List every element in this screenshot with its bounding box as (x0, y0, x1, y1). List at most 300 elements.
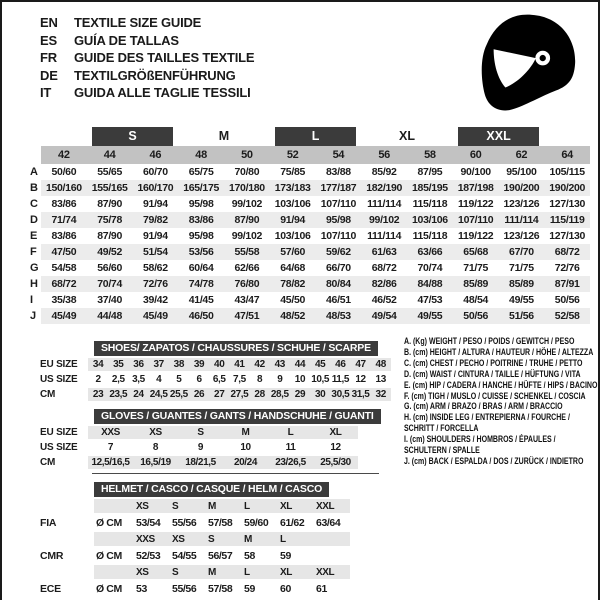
helmet-size-value: 59/60 (242, 514, 278, 531)
size-group-label: L (275, 127, 357, 146)
language-guide-title: TEXTILGRÖßENFÜHRUNG (74, 67, 236, 83)
measurement-value: 71/74 (41, 212, 87, 228)
measurement-value: 49/55 (509, 294, 534, 306)
measurement-value: 83/86 (51, 198, 77, 210)
measurement-value: 99/102 (231, 230, 263, 242)
measurement-value: 190/200 (544, 180, 590, 196)
measurement-row (28, 212, 590, 228)
shoes-value: 7,5 (229, 372, 249, 387)
measurement-value: 49/55 (407, 308, 453, 324)
measurement-value: 48/53 (316, 308, 362, 324)
shoes-value: 12 (350, 372, 370, 387)
measurement-row (28, 276, 590, 292)
shoes-value: 34 (88, 358, 108, 372)
measurement-value: 68/72 (41, 276, 87, 292)
measurement-value: 74/78 (178, 276, 224, 292)
gloves-value: 7 (88, 440, 133, 455)
measurement-value: 103/106 (407, 212, 453, 228)
measurement-value: 48/54 (463, 294, 489, 306)
legend-line: E. (cm) HIP / CADERA / HANCHE / HÜFTE / HIPS / BACINO (404, 379, 598, 390)
measurement-value: 80/84 (316, 276, 362, 292)
helmet-size-label: S (170, 564, 206, 580)
helmet-size-row (28, 564, 350, 580)
measurement-value: 46/52 (371, 294, 397, 306)
measurement-value: 65/75 (188, 166, 214, 178)
helmet-size-value: 59 (278, 547, 314, 564)
helmet-size-value: 52/53 (134, 547, 170, 564)
shoes-value: 13 (371, 372, 391, 387)
measurement-value: 85/89 (453, 276, 499, 292)
shoes-value: 3,5 (128, 372, 148, 387)
shoes-value: 6,5 (209, 372, 229, 387)
measurement-value: 46/51 (326, 294, 351, 306)
measurement-value: 99/102 (361, 212, 407, 228)
shoes-value: 23 (88, 387, 108, 402)
helmet-size-label: L (278, 531, 314, 547)
language-code: EN (40, 15, 58, 30)
gloves-value: 8 (133, 440, 178, 455)
measurement-value: 83/86 (51, 230, 77, 242)
measurement-value: 49/54 (361, 308, 407, 324)
textile-size-table (28, 126, 590, 324)
size-column-header: 54 (316, 146, 362, 164)
size-column-header: 46 (133, 146, 179, 164)
measurement-value: 111/114 (367, 198, 402, 210)
helmet-size-value: 61/62 (278, 514, 314, 531)
measurement-value: 51/56 (499, 308, 545, 324)
section-divider-line (92, 473, 379, 474)
measurement-value: 50/56 (554, 294, 580, 306)
measurement-value: 37/40 (97, 294, 123, 306)
measurement-value: 75/85 (280, 166, 306, 178)
measurement-value: 87/90 (97, 230, 123, 242)
measurement-letter: G (28, 260, 41, 276)
measurement-value: 55/65 (97, 166, 123, 178)
measurement-value: 72/76 (133, 276, 179, 292)
size-group-cell (178, 126, 270, 146)
legend-line: SCHULTERN / SPALLE (404, 445, 480, 456)
shoes-row (28, 358, 391, 372)
shoes-value: 27 (209, 387, 229, 402)
measurement-value: 59/62 (316, 244, 362, 260)
measurement-value: 66/70 (326, 262, 351, 274)
measurement-value: 63/66 (407, 244, 453, 260)
shoes-value: 47 (350, 358, 370, 372)
helmet-size-value: 60 (278, 580, 314, 597)
language-code: FR (40, 50, 57, 65)
legend-line: SCHRITT / FORCELLA (404, 423, 479, 434)
helmet-size-label: S (206, 531, 242, 547)
shoes-value: 30,5 (331, 389, 350, 400)
measurement-value: 123/126 (503, 230, 540, 242)
shoes-value: 32 (371, 387, 391, 402)
shoes-section-title: SHOES/ ZAPATOS / CHAUSSURES / SCHUHE / SCARPE (94, 341, 378, 356)
measurement-value: 187/198 (453, 180, 499, 196)
shoes-row (28, 387, 391, 402)
language-guide-title: GUIDA ALLE TAGLIE TESSILI (74, 85, 251, 100)
measurement-value: 47/50 (41, 244, 87, 260)
measurement-value: 83/88 (326, 166, 351, 178)
measurement-value: 68/72 (371, 262, 397, 274)
helmet-size-value: 59 (242, 580, 278, 597)
gloves-value: M (223, 426, 268, 440)
measurement-value: 99/102 (231, 198, 263, 210)
shoes-value: 6 (189, 372, 209, 387)
measurement-value: 160/170 (133, 180, 179, 196)
size-column-header: 60 (453, 146, 499, 164)
helmet-size-label: M (206, 564, 242, 580)
gloves-value: 25,5/30 (313, 455, 358, 470)
measurement-value: 39/42 (142, 294, 168, 306)
helmet-size-label: M (242, 531, 278, 547)
shoes-value: 11,5 (331, 374, 349, 385)
size-column-header: 48 (178, 146, 224, 164)
shoes-value: 26 (189, 387, 209, 402)
gloves-row (28, 455, 358, 470)
measurement-value: 84/88 (407, 276, 453, 292)
measurement-value: 35/38 (51, 294, 77, 306)
measurement-row (28, 292, 590, 308)
shoes-value: 29 (290, 387, 310, 402)
measurement-value: 107/110 (320, 230, 357, 242)
row-label: US SIZE (28, 440, 88, 455)
size-group-row (28, 126, 590, 146)
measurement-value: 53/56 (178, 244, 224, 260)
shoes-row (28, 372, 391, 387)
size-column-header: 52 (270, 146, 316, 164)
measurement-value: 185/195 (407, 180, 453, 196)
measurement-value: 71/75 (509, 262, 534, 274)
shoes-value: 30 (310, 387, 330, 402)
shoes-value: 37 (149, 358, 169, 372)
measurement-value: 95/98 (316, 212, 362, 228)
measurement-value: 64/68 (280, 262, 306, 274)
shoes-value: 43 (270, 358, 290, 372)
helmet-size-label: XXL (314, 564, 350, 580)
language-row (40, 49, 254, 67)
helmet-section (28, 479, 350, 598)
helmet-size-label: XS (134, 499, 170, 514)
measurement-value: 56/60 (97, 262, 123, 274)
helmet-size-label: XXS (134, 531, 170, 547)
measurement-value: 45/50 (280, 294, 306, 306)
measurement-letter: E (28, 228, 41, 244)
helmet-size-label: XXL (314, 499, 350, 514)
size-number-header-row (28, 146, 590, 164)
language-guide-title: TEXTILE SIZE GUIDE (74, 15, 202, 30)
helmet-size-label: XS (170, 531, 206, 547)
measurement-value: 70/80 (234, 166, 260, 178)
size-column-header: 50 (224, 146, 270, 164)
measurement-value: 54/58 (51, 262, 77, 274)
shoes-value: 28 (250, 387, 270, 402)
helmet-size-value: 58 (242, 547, 278, 564)
size-group-cell (361, 126, 453, 146)
helmet-size-row (28, 499, 350, 514)
gloves-section-title: GLOVES / GUANTES / GANTS / HANDSCHUHE / GUANTI (94, 409, 381, 424)
helmet-section-title: HELMET / CASCO / CASQUE / HELM / CASCO (94, 482, 329, 497)
language-code: IT (40, 85, 52, 100)
measurement-row (28, 308, 590, 324)
measurement-value: 107/110 (320, 198, 357, 210)
measurement-legend (404, 336, 600, 467)
measurement-value: 111/114 (367, 230, 402, 242)
shoes-value: 39 (189, 358, 209, 372)
measurement-letter: B (28, 180, 41, 196)
shoes-value: 31,5 (351, 389, 370, 400)
helmet-size-value: 55/56 (170, 580, 206, 597)
shoes-value: 8 (250, 372, 270, 387)
size-group-cell (87, 126, 179, 146)
shoes-value: 9 (270, 372, 290, 387)
gloves-size-table (28, 426, 358, 471)
measurement-value: 111/114 (499, 212, 545, 228)
diameter-unit-label: Ø CM (94, 514, 134, 531)
helmet-size-label: L (242, 564, 278, 580)
measurement-value: 49/52 (87, 244, 133, 260)
helmet-value-row (28, 547, 350, 564)
measurement-value: 95/100 (506, 166, 537, 178)
gloves-value: 10 (223, 440, 268, 455)
size-group-label: M (218, 128, 230, 143)
language-row (40, 14, 254, 32)
helmet-size-value: 61 (314, 580, 350, 597)
measurement-value: 65/68 (453, 244, 499, 260)
language-code: DE (40, 67, 58, 83)
gloves-value: 12,5/16,5 (88, 455, 133, 470)
helmet-size-value: 53 (134, 580, 170, 597)
legend-line: C. (cm) CHEST / PECHO / POITRINE / TRUHE / PETTO (404, 357, 583, 368)
shoes-value: 35 (108, 358, 128, 372)
measurement-value: 119/122 (458, 230, 494, 242)
shoes-value: 25,5 (169, 389, 188, 400)
gloves-value: 11 (268, 440, 313, 455)
helmet-value-row (28, 580, 350, 597)
measurement-value: 177/187 (316, 180, 362, 196)
gloves-value: 12 (313, 440, 358, 455)
measurement-value: 115/118 (412, 198, 448, 210)
size-group-label: XXL (458, 127, 540, 146)
shoes-value: 10,5 (311, 374, 330, 385)
legend-line: H. (cm) INSIDE LEG / ENTREPIERNA / FOURCHE / (404, 412, 570, 423)
gloves-value: 20/24 (223, 455, 268, 470)
shoes-value: 10 (290, 372, 310, 387)
row-label: US SIZE (28, 372, 88, 387)
helmet-size-label: XL (278, 499, 314, 514)
measurement-value: 103/106 (274, 230, 311, 242)
standard-label: ECE (28, 580, 94, 597)
measurement-value: 127/130 (549, 230, 586, 242)
measurement-value: 71/75 (463, 262, 489, 274)
measurement-value: 70/74 (87, 276, 133, 292)
measurement-value: 95/98 (188, 230, 214, 242)
gloves-value: XL (313, 426, 358, 440)
size-column-header: 64 (544, 146, 590, 164)
helmet-size-value (314, 547, 350, 564)
measurement-value: 45/49 (41, 308, 87, 324)
shoes-value: 2,5 (108, 372, 128, 387)
measurement-value: 62/66 (234, 262, 260, 274)
helmet-size-value: 53/54 (134, 514, 170, 531)
helmet-size-label: S (170, 499, 206, 514)
measurement-value: 78/82 (270, 276, 316, 292)
measurement-value: 173/183 (270, 180, 316, 196)
shoes-value: 23,5 (109, 389, 128, 400)
shoes-section (28, 338, 391, 403)
measurement-value: 150/160 (41, 180, 87, 196)
measurement-letter: A (28, 164, 41, 180)
shoes-value: 44 (290, 358, 310, 372)
gloves-value: XXS (88, 426, 133, 440)
measurement-value: 87/91 (544, 276, 590, 292)
size-group-label: S (92, 127, 174, 146)
row-label: EU SIZE (28, 358, 88, 372)
shoes-value: 5 (169, 372, 189, 387)
measurement-value: 85/89 (499, 276, 545, 292)
size-column-header: 44 (87, 146, 133, 164)
helmet-size-row (28, 531, 350, 547)
measurement-value: 47/51 (224, 308, 270, 324)
measurement-value: 165/175 (178, 180, 224, 196)
measurement-value: 57/60 (270, 244, 316, 260)
gloves-row (28, 426, 358, 440)
size-group-cell (270, 126, 362, 146)
helmet-size-value: 55/56 (170, 514, 206, 531)
helmet-size-label: M (206, 499, 242, 514)
measurement-letter: J (28, 308, 41, 324)
measurement-value: 91/94 (270, 212, 316, 228)
gloves-value: 9 (178, 440, 223, 455)
size-column-header: 56 (361, 146, 407, 164)
measurement-value: 72/76 (554, 262, 580, 274)
helmet-size-value: 56/57 (206, 547, 242, 564)
language-guide-title: GUIDE DES TAILLES TEXTILE (74, 50, 255, 65)
size-group-cell (453, 126, 545, 146)
helmet-size-value: 57/58 (206, 580, 242, 597)
shoes-value: 24 (128, 387, 148, 402)
helmet-size-label (314, 531, 350, 547)
shoes-value: 2 (88, 372, 108, 387)
language-list (40, 14, 254, 102)
measurement-letter: F (28, 244, 41, 260)
measurement-value: 91/94 (142, 198, 168, 210)
measurement-row (28, 164, 590, 180)
gloves-value: L (268, 426, 313, 440)
gloves-value: 23/26,5 (268, 455, 313, 470)
measurement-row (28, 244, 590, 260)
measurement-value: 115/118 (412, 230, 448, 242)
measurement-value: 55/58 (224, 244, 270, 260)
measurement-value: 85/92 (371, 166, 397, 178)
helmet-size-table (28, 499, 350, 598)
measurement-row (28, 260, 590, 276)
shoes-value: 36 (128, 358, 148, 372)
measurement-value: 83/86 (178, 212, 224, 228)
measurement-value: 50/56 (453, 308, 499, 324)
measurement-value: 87/90 (224, 212, 270, 228)
measurement-value: 155/165 (87, 180, 133, 196)
standard-label: FIA (28, 514, 94, 531)
shoes-value: 42 (250, 358, 270, 372)
measurement-row (28, 196, 590, 212)
legend-line: J. (cm) BACK / ESPALDA / DOS / ZURÜCK / INDIETRO (404, 455, 584, 466)
measurement-value: 41/45 (188, 294, 214, 306)
shoes-value: 38 (169, 358, 189, 372)
measurement-value: 119/122 (458, 198, 494, 210)
diameter-unit-label: Ø CM (94, 547, 134, 564)
measurement-value: 76/80 (224, 276, 270, 292)
language-code: ES (40, 32, 57, 48)
shoes-value: 41 (229, 358, 249, 372)
gloves-row (28, 440, 358, 455)
measurement-letter: D (28, 212, 41, 228)
measurement-value: 95/98 (188, 198, 214, 210)
shoes-value: 24,5 (149, 389, 168, 400)
gloves-section (28, 406, 381, 471)
helmet-size-value: 54/55 (170, 547, 206, 564)
legend-line: D. (cm) WAIST / CINTURA / TAILLE / HÜFTUNG / VITA (404, 368, 581, 379)
language-row (40, 84, 254, 102)
gloves-value: S (178, 426, 223, 440)
size-column-header: 62 (499, 146, 545, 164)
measurement-value: 75/78 (87, 212, 133, 228)
measurement-value: 190/200 (499, 180, 545, 196)
measurement-value: 79/82 (133, 212, 179, 228)
shoes-value: 40 (209, 358, 229, 372)
measurement-value: 51/54 (133, 244, 179, 260)
measurement-value: 43/47 (234, 294, 260, 306)
standard-label: CMR (28, 547, 94, 564)
diameter-unit-label: Ø CM (94, 580, 134, 597)
helmet-size-label: XS (134, 564, 170, 580)
size-column-header: 58 (407, 146, 453, 164)
measurement-value: 90/100 (460, 166, 491, 178)
helmet-size-label: L (242, 499, 278, 514)
measurement-value: 105/115 (549, 166, 585, 178)
measurement-value: 103/106 (274, 198, 311, 210)
helmet-size-value: 63/64 (314, 514, 350, 531)
measurement-value: 115/119 (544, 212, 590, 228)
legend-line: F. (cm) TIGH / MUSLO / CUISSE / SCHENKEL / COSCIA (404, 390, 586, 401)
shoes-value: 45 (310, 358, 330, 372)
measurement-row (28, 180, 590, 196)
row-label: EU SIZE (28, 426, 88, 440)
measurement-value: 82/86 (361, 276, 407, 292)
size-column-header: 42 (41, 146, 87, 164)
measurement-value: 58/62 (142, 262, 168, 274)
measurement-value: 60/64 (188, 262, 214, 274)
shoes-value: 28,5 (270, 389, 289, 400)
measurement-letter: H (28, 276, 41, 292)
shoes-value: 27,5 (230, 389, 249, 400)
gloves-value: 18/21,5 (178, 455, 223, 470)
row-label: CM (28, 387, 88, 402)
measurement-value: 50/60 (51, 166, 77, 178)
legend-line: A. (Kg) WEIGHT / PESO / POIDS / GEWITCH / PESO (404, 336, 575, 346)
measurement-value: 45/49 (133, 308, 179, 324)
measurement-value: 47/53 (417, 294, 443, 306)
helmet-value-row (28, 514, 350, 531)
measurement-value: 87/95 (417, 166, 443, 178)
shoes-value: 4 (149, 372, 169, 387)
measurement-value: 70/74 (417, 262, 443, 274)
measurement-value: 61/63 (361, 244, 407, 260)
measurement-value: 44/48 (87, 308, 133, 324)
gloves-value: XS (133, 426, 178, 440)
measurement-row (28, 228, 590, 244)
helmet-size-value: 57/58 (206, 514, 242, 531)
shoes-size-table (28, 358, 391, 403)
